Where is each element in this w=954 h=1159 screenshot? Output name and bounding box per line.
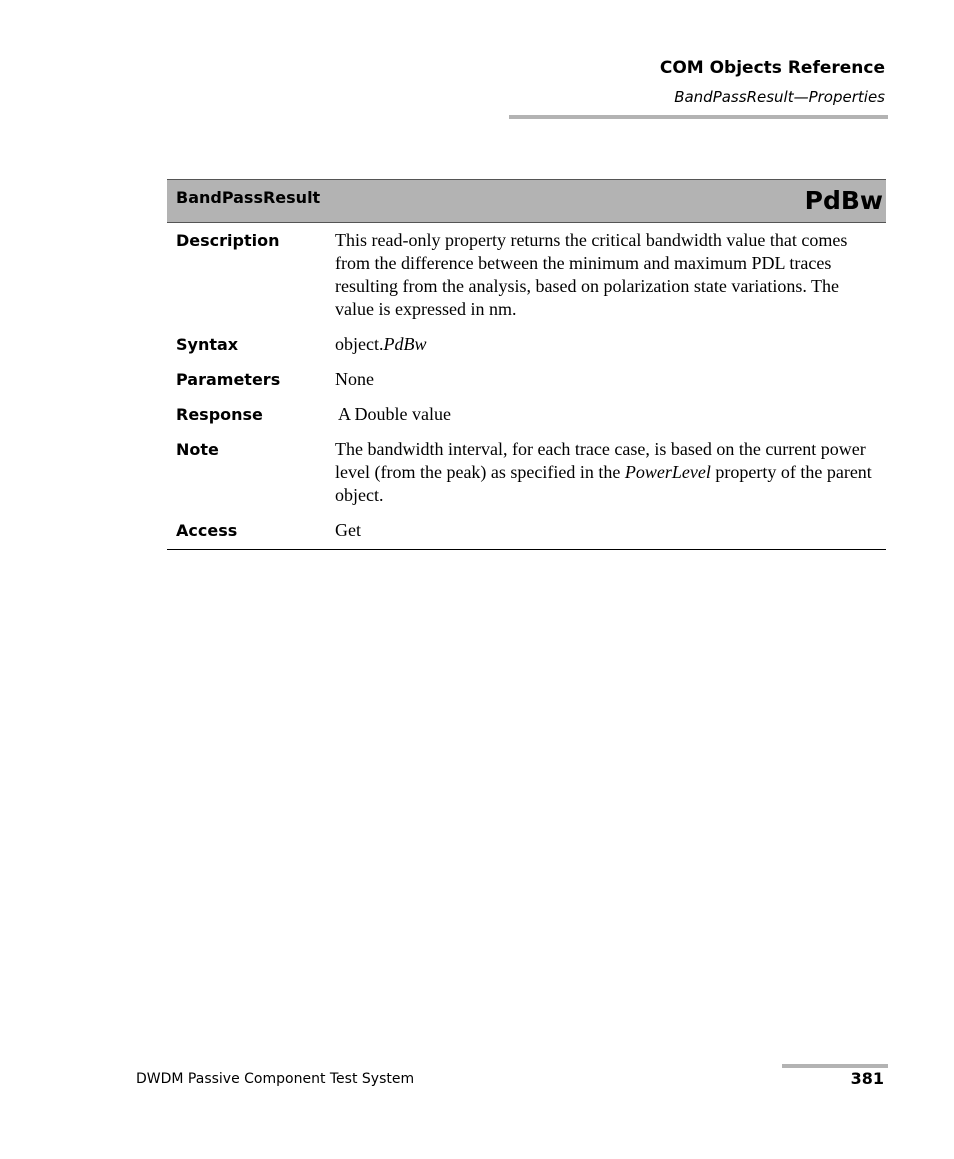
note-label: Note — [176, 440, 219, 459]
property-reference-table — [167, 179, 886, 550]
table-row-syntax — [167, 327, 886, 362]
note-value — [334, 432, 886, 513]
note-emphasis: PowerLevel — [624, 462, 711, 482]
table-row-access — [167, 513, 886, 550]
object-name: BandPassResult — [176, 188, 321, 207]
syntax-label: Syntax — [176, 335, 239, 354]
property-name-cell — [334, 180, 886, 223]
access-value: Get — [334, 513, 886, 550]
syntax-prefix: object. — [335, 334, 384, 354]
response-label: Response — [176, 405, 263, 424]
footer-product-name: DWDM Passive Component Test System — [136, 1071, 415, 1087]
table-row-note — [167, 432, 886, 513]
footer-rule — [782, 1064, 888, 1068]
syntax-property: PdBw — [383, 334, 427, 354]
running-header-title: COM Objects Reference — [659, 58, 885, 78]
description-label: Description — [176, 231, 280, 250]
running-header-subtitle: BandPassResult—Properties — [674, 88, 885, 106]
parameters-label: Parameters — [176, 370, 281, 389]
syntax-value — [334, 327, 886, 362]
note-text-before: The bandwidth interval, for each trace case, is based on the current power level (from the peak) as specified in the — [335, 439, 866, 482]
page-number: 381 — [850, 1069, 884, 1088]
property-name: PdBw — [804, 186, 883, 215]
table-row-parameters — [167, 362, 886, 397]
note-text-after: property of the parent object. — [335, 462, 872, 505]
parameters-value: None — [335, 369, 374, 389]
table-title-row — [167, 180, 886, 223]
header-rule — [509, 115, 888, 119]
object-name-cell — [167, 180, 334, 223]
description-value: This read-only property returns the critical bandwidth value that comes from the difference between the minimum and maximum PDL traces resulting from the analysis, based on polarization state variations. The value is expressed in nm. — [335, 230, 848, 319]
response-value: A Double value — [338, 404, 451, 424]
table-row-description — [167, 223, 886, 328]
access-label: Access — [167, 513, 334, 550]
table-row-response — [167, 397, 886, 432]
